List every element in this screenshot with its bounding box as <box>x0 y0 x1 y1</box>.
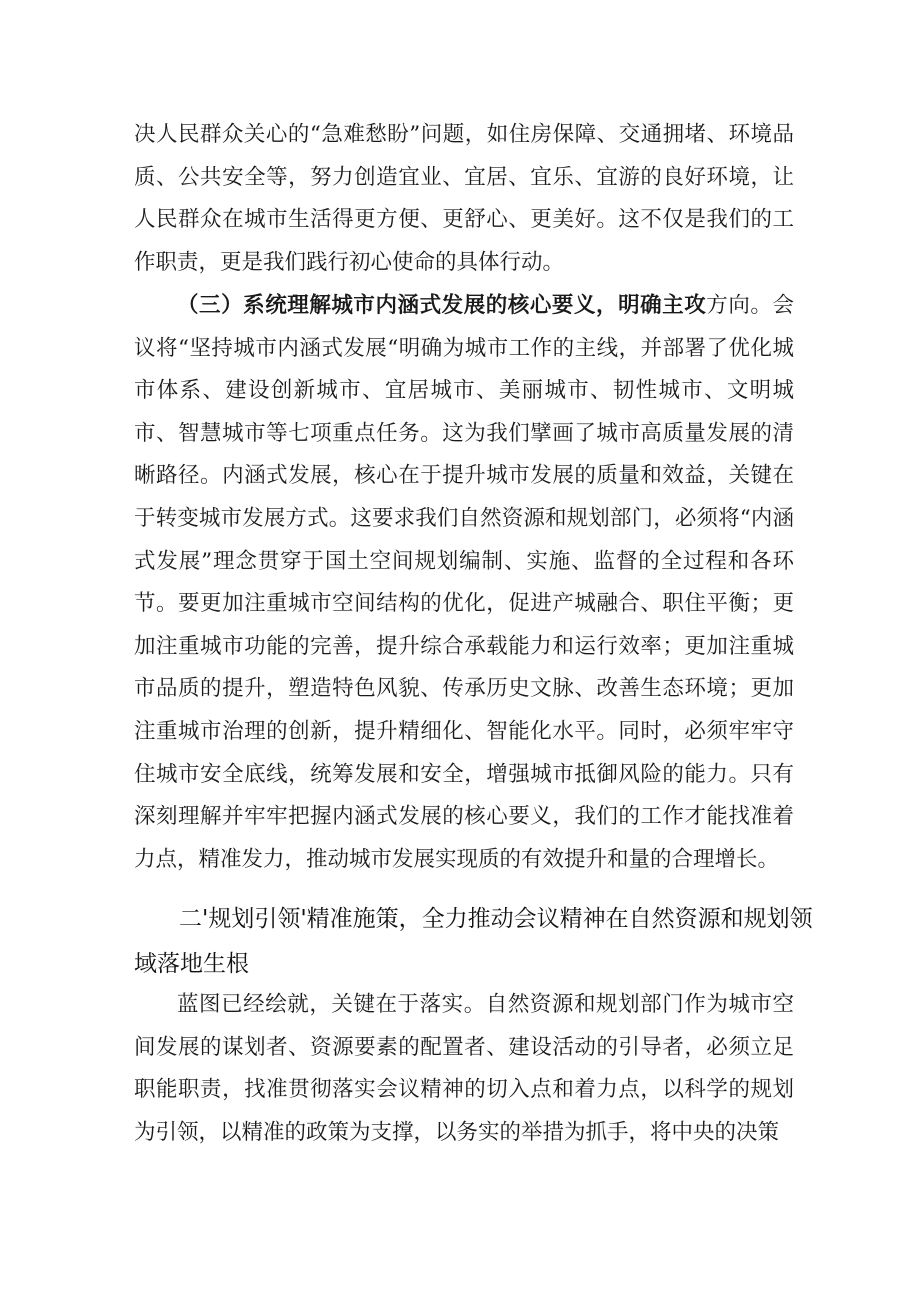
paragraph-continuation: 决人民群众关心的“急难愁盼”问题，如住房保障、交通拥堵、环境品质、公共安全等，努力创造宜业、宜居、宜乐、宜游的良好环境，让人民群众在城市生活得更方便、更舒心、更美好。这不仅是我们的工作职责，更是我们践行初心使命的具体行动。 <box>134 122 794 275</box>
subsection-body: 会议将“坚持城市内涵式发展“明确为城市工作的主线，并部署了优化城市体系、建设创新城市、宜居城市、美丽城市、韧性城市、文明城市、智慧城市等七项重点任务。这为我们擘画了城市高质量发展的清晰路径。内涵式发展，核心在于提升城市发展的质量和效益，关键在于转变城市发展方式。这要求我们自然资源和规划部门，必须将“内涵式发展”理念贯穿于国土空间规划编制、实施、监督的全过程和各环节。要更加注重城市空间结构的优化，促进产城融合、职住平衡；更加注重城市功能的完善，提升综合承载能力和运行效率；更加注重城市品质的提升，塑造特色风貌、传承历史文脉、改善生态环境；更加注重城市治理的创新，提升精细化、智能化水平。同时，必须牢牢守住城市安全底线，统筹发展和安全，增强城市抵御风险的能力。只有深刻理解并牢牢把握内涵式发展的核心要义，我们的工作才能找准着力点，精准发力，推动城市发展实现质的有效提升和量的合理增长。 <box>134 293 794 872</box>
section-heading: 二'规划引领'精准施策，全力推动会议精神在自然资源和规划领域落地生根 <box>134 906 813 977</box>
body-paragraph: 蓝图已经绘就，关键在于落实。自然资源和规划部门作为城市空间发展的谋划者、资源要素的配置者、建设活动的引导者，必须立足职能职责，找准贯彻落实会议精神的切入点和着力点，以科学的规划为引领，以精准的政策为支撑，以务实的举措为抓手，将中央的决策 <box>134 992 794 1145</box>
subsection-heading: （三）系统理解城市内涵式发展的核心要义，明确主攻 <box>177 293 707 318</box>
subsection-paragraph <box>134 285 794 881</box>
subsection-heading-tail: 方向。 <box>706 293 773 318</box>
